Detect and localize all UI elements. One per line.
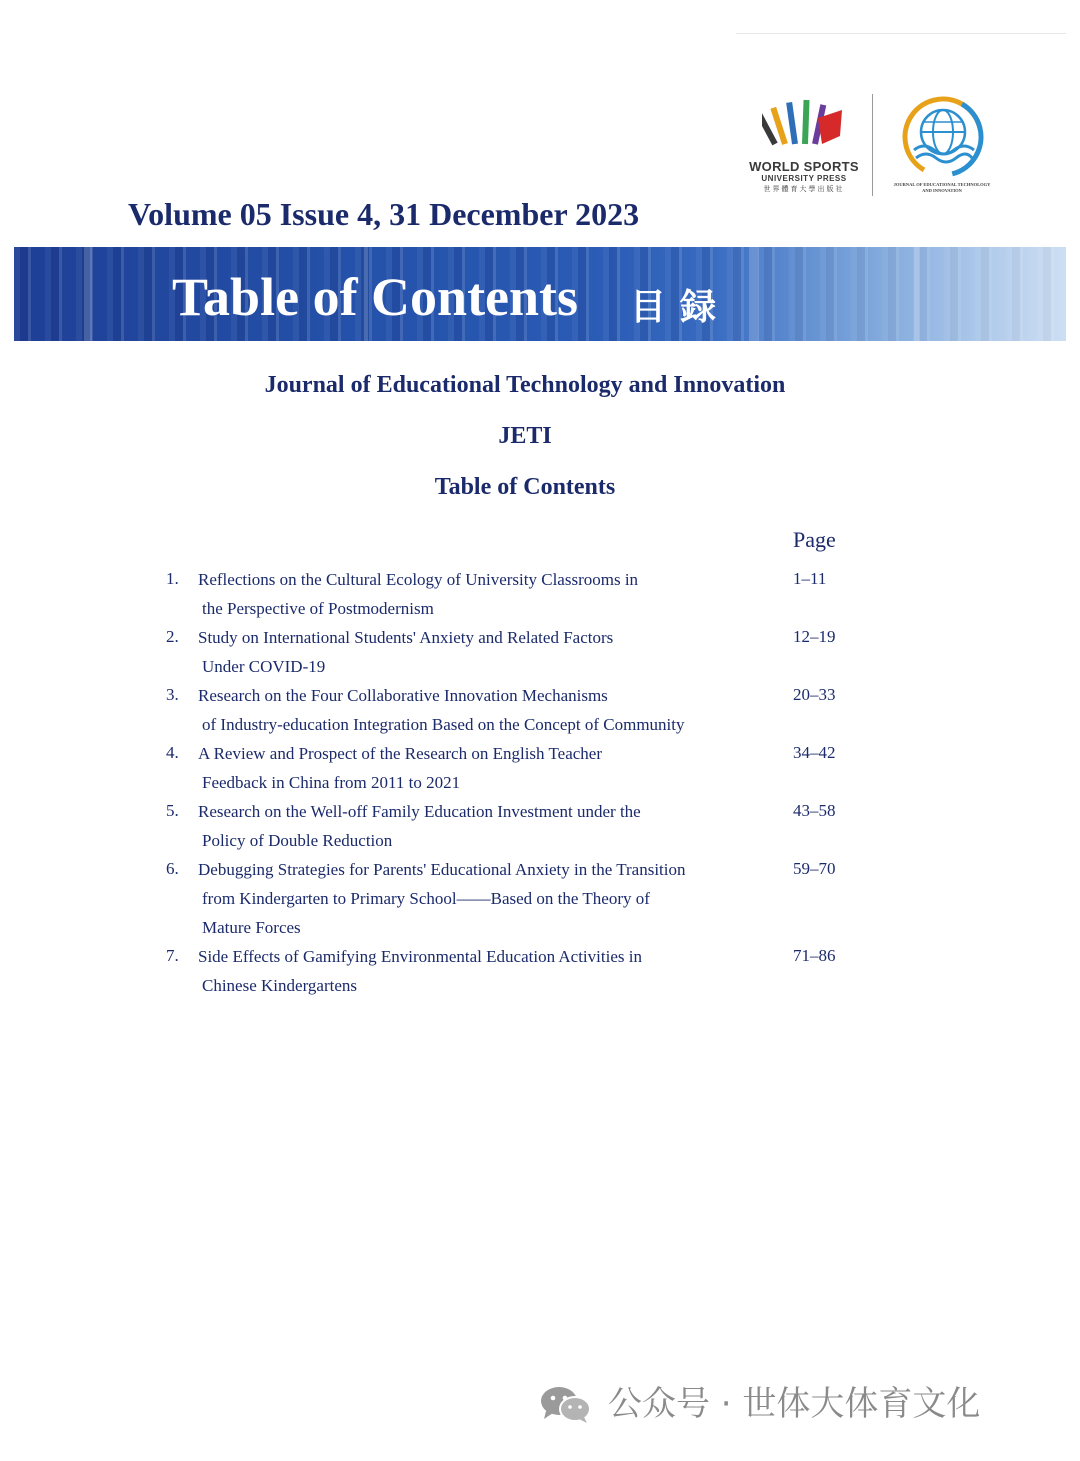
publisher-name-chinese: 世界體育大學出版社 xyxy=(763,185,845,193)
toc-entry-number: 2. xyxy=(166,627,179,646)
toc-entry-title-line: Mature Forces xyxy=(202,918,301,937)
toc-entry-pages: 20–33 xyxy=(793,685,836,704)
books-fan-icon xyxy=(762,96,846,158)
toc-entry-number: 5. xyxy=(166,801,179,820)
toc-entry-title-line: Debugging Strategies for Parents' Educational Anxiety in the Transition xyxy=(198,860,686,879)
publisher-name-line2: UNIVERSITY PRESS xyxy=(761,174,847,183)
toc-entry-title-line: Reflections on the Cultural Ecology of University Classrooms in xyxy=(198,570,639,589)
toc-entry-title-line: Research on the Four Collaborative Innovation Mechanisms xyxy=(198,686,608,705)
toc-entry-pages: 34–42 xyxy=(793,743,836,762)
toc-entry-title-line: A Review and Prospect of the Research on English Teacher xyxy=(198,744,603,763)
toc-entry-number: 4. xyxy=(166,743,179,762)
toc-entry-pages: 59–70 xyxy=(793,859,836,878)
toc-entry-title-line: Side Effects of Gamifying Environmental Education Activities in xyxy=(198,947,642,966)
globe-wave-icon xyxy=(900,94,986,180)
publisher-logo xyxy=(748,96,860,196)
toc-entry-number: 7. xyxy=(166,946,179,965)
toc-entry-pages: 71–86 xyxy=(793,946,836,965)
toc-entry-pages: 43–58 xyxy=(793,801,836,820)
banner-streak xyxy=(84,247,92,341)
top-rule xyxy=(736,33,1066,34)
journal-logo xyxy=(878,94,1006,198)
toc-entry-pages: 1–11 xyxy=(793,569,827,588)
banner-title: Table of Contents xyxy=(172,267,579,327)
page-column-label: Page xyxy=(793,527,836,552)
banner-streak xyxy=(914,247,920,341)
wechat-icon xyxy=(538,1384,594,1424)
toc-entry-title-line: Research on the Well-off Family Education Investment under the xyxy=(198,802,641,821)
journal-logo-caption-line1: JOURNAL OF EDUCATIONAL TECHNOLOGY xyxy=(893,182,991,187)
toc-entry-title-line: Feedback in China from 2011 to 2021 xyxy=(202,773,461,792)
toc-heading: Table of Contents xyxy=(434,474,616,500)
toc-entry-title-line: Under COVID-19 xyxy=(202,657,326,676)
banner-title-chinese: 目録 xyxy=(630,286,731,328)
toc-entry-number: 1. xyxy=(166,569,179,588)
toc-entry-title-line: from Kindergarten to Primary School——Based on the Theory of xyxy=(202,889,650,908)
toc-entry-title-line: Study on International Students' Anxiety and Related Factors xyxy=(198,628,614,647)
toc-entry-number: 6. xyxy=(166,859,179,878)
toc-entry-title-line: of Industry-education Integration Based on the Concept of Community xyxy=(202,715,685,734)
toc-entry-pages: 12–19 xyxy=(793,627,836,646)
toc-banner xyxy=(14,247,1066,341)
journal-logo-caption xyxy=(878,182,1006,194)
publisher-name-line1: WORLD SPORTS xyxy=(749,159,859,174)
banner-streak xyxy=(749,247,759,341)
logo-divider xyxy=(872,94,873,196)
toc-entry-number: 3. xyxy=(166,685,179,704)
toc-entry-title-line: Chinese Kindergartens xyxy=(202,976,358,995)
volume-issue-date: Volume 05 Issue 4, 31 December 2023 xyxy=(128,196,640,232)
toc-entry-title-line: Policy of Double Reduction xyxy=(202,831,393,850)
watermark-text: 公众号 · 世体大体育文化 xyxy=(608,1384,981,1424)
toc-entry-title-line: the Perspective of Postmodernism xyxy=(202,599,434,618)
journal-logo-caption-line2: AND INNOVATION xyxy=(922,188,962,193)
journal-title: Journal of Educational Technology and Innovation xyxy=(264,372,786,398)
journal-abbreviation: JETI xyxy=(498,423,552,449)
